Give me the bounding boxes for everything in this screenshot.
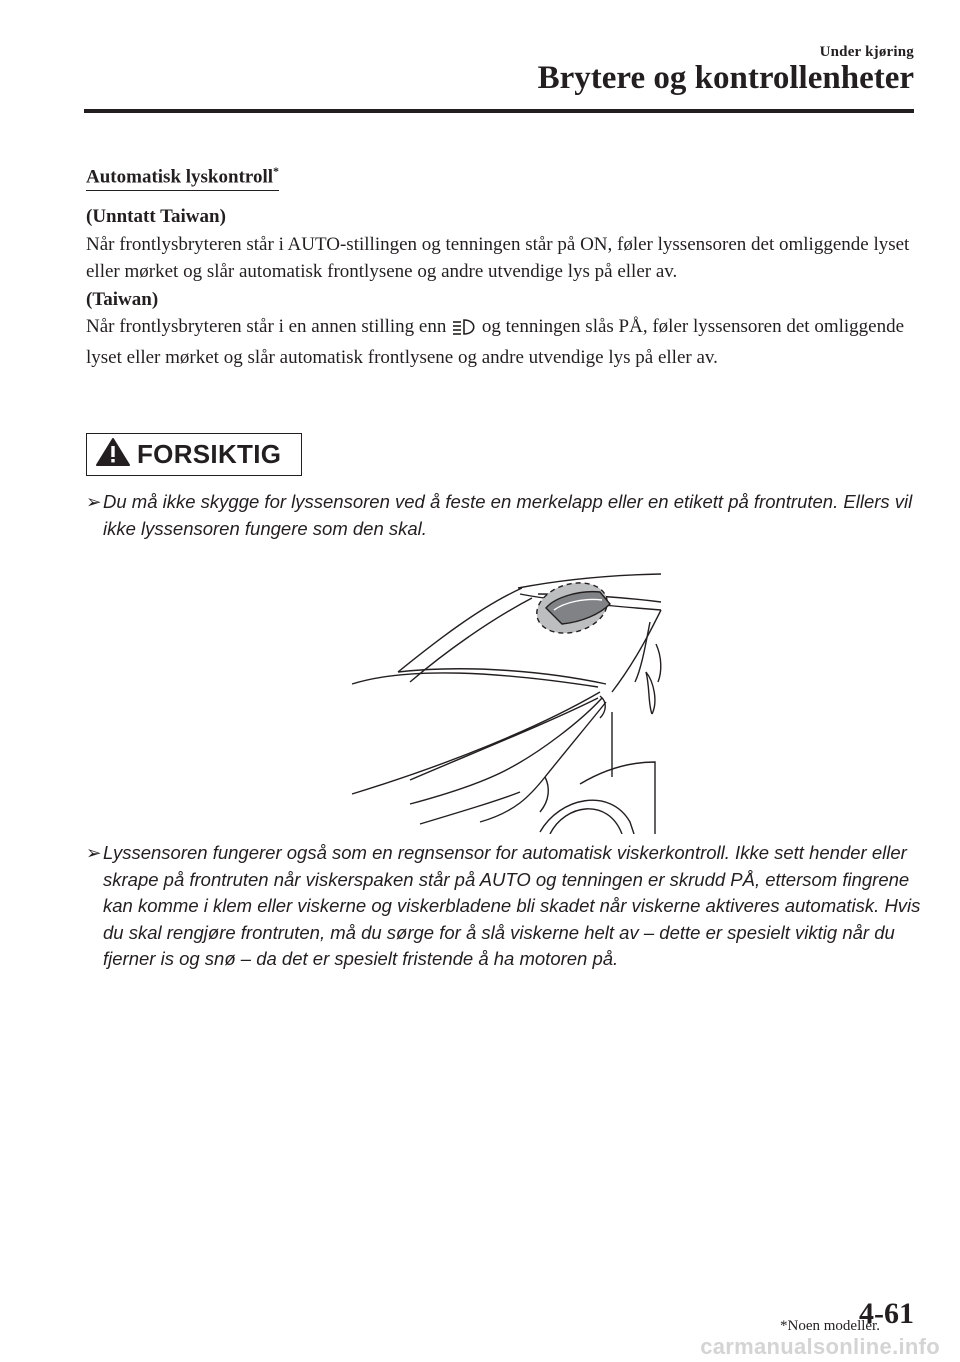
warning-triangle-icon [95,437,131,472]
section-title-mark: * [273,164,280,178]
page-title: Brytere og kontrollenheter [537,60,914,96]
watermark: carmanualsonline.info [700,1334,940,1359]
bullet-text-2: Lyssensoren fungerer også som en regnsensor for automatisk viskerkontroll. Ikke sett hender eller skrape på frontruten når viskerspaken står på AUTO og tenningen er skrudd PÅ, ettersom fingrene kan komme i klem eller viskerne og viskerbladene bli skadet når viskerne aktiveres automatisk. Hvis du skal rengjøre frontruten, må du sørge for å slå viskerne helt av – dette er spesielt viktig når du fjerner is og snø – da det er spesielt fristende å ha motoren på. [103,842,921,969]
paragraph-taiwan-part1: Når frontlysbryteren står i en annen stilling enn [86,316,447,337]
bullet-arrow-icon: ➢ [86,491,102,512]
subheading-except-taiwan: (Unntatt Taiwan) [86,206,226,227]
bullet-text-1: Du må ikke skygge for lyssensoren ved å feste en merkelapp eller en etikett på frontruten. Ellers vil ikke lyssensoren fungere som den skal. [103,491,913,539]
footnote: *Noen modeller. [780,1318,880,1334]
caution-label: FORSIKTIG [137,439,282,469]
bullet-item-2 [86,840,926,973]
paragraph-taiwan-part2: og tenningen slås PÅ, føler lyssensoren det omliggende lyset eller mørket og slår automatisk frontlysene og andre utvendige lys på eller av. [86,316,905,368]
page-number: 4-61 [859,1297,914,1330]
subheading-taiwan: (Taiwan) [86,288,159,310]
bullet-item-1 [86,489,926,542]
headlight-off-icon [451,316,477,344]
section-title-text: Automatisk lyskontroll [86,166,274,188]
chapter-label: Under kjøring [819,44,914,60]
caution-box [86,433,302,476]
bullet-arrow-icon: ➢ [86,842,102,863]
paragraph-taiwan [86,313,916,371]
paragraph-except-taiwan: Når frontlysbryteren står i AUTO-stillingen og tenningen står på ON, føler lyssensoren det omliggende lyset eller mørket og slår automatisk frontlysene og andre utvendige lys på eller av. [86,233,910,282]
section-title [86,164,279,191]
header-rule [84,109,914,113]
body-text [86,203,916,371]
car-windshield-light-sensor-illustration [350,572,665,834]
